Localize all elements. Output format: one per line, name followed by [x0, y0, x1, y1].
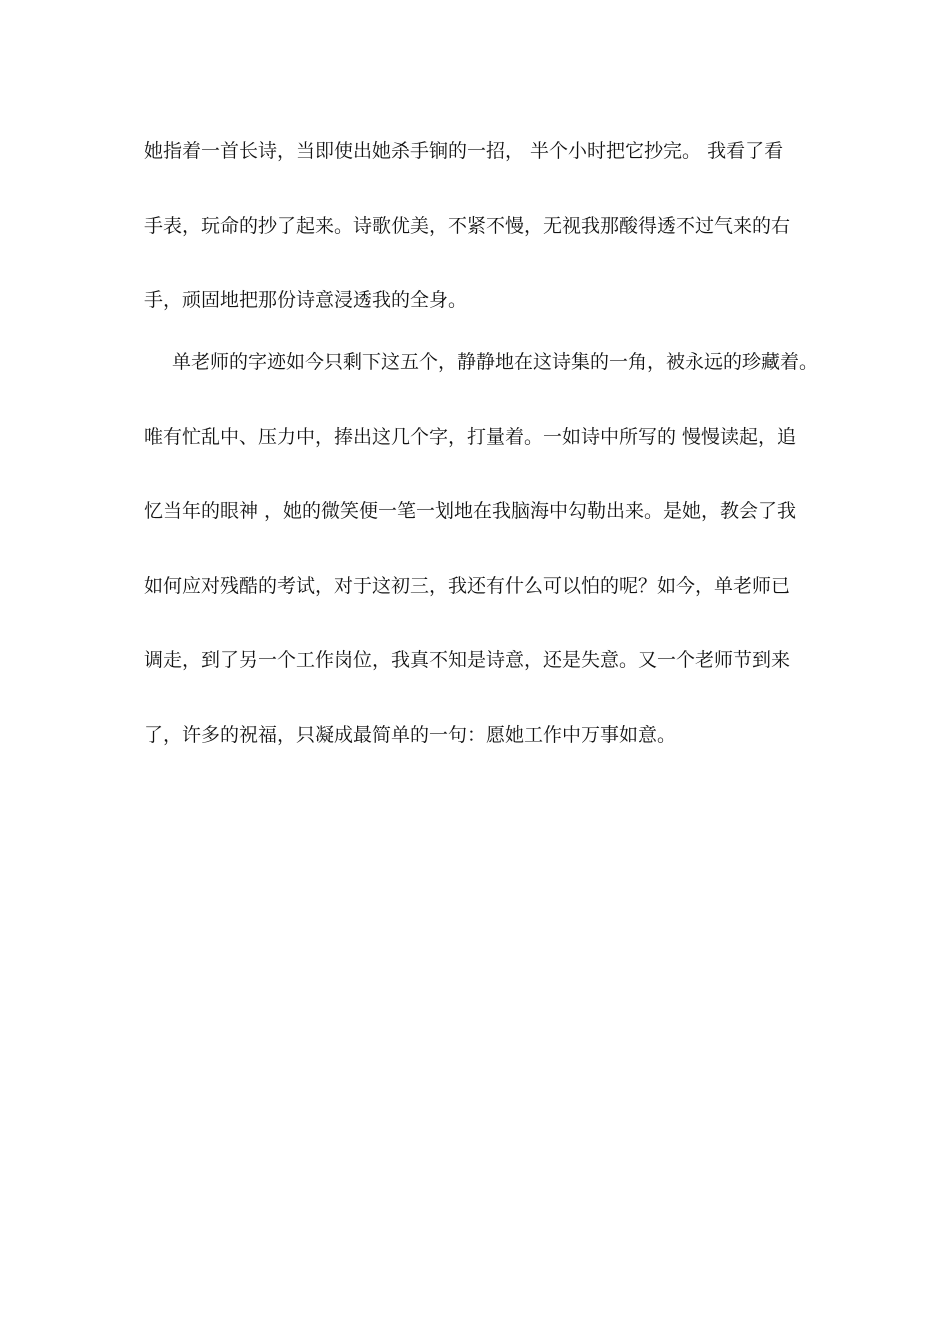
text-line-8: 调走，到了另一个工作岗位，我真不知是诗意，还是失意。又一个老师节到来 [144, 649, 791, 671]
text-line-9: 了，许多的祝福，只凝成最简单的一句：愿她工作中万事如意。 [144, 724, 677, 746]
text-line-1: 她指着一首长诗，当即使出她杀手锏的一招， 半个小时把它抄完。 我看了看 [144, 140, 784, 162]
text-line-7: 如何应对残酷的考试，对于这初三，我还有什么可以怕的呢？如今，单老师已 [144, 575, 791, 597]
text-line-3: 手，顽固地把那份诗意浸透我的全身。 [144, 289, 468, 311]
text-line-5: 唯有忙乱中、压力中，捧出这几个字，打量着。一如诗中所写的 慢慢读起，追 [144, 426, 797, 448]
text-line-6: 忆当年的眼神 ，她的微笑便一笔一划地在我脑海中勾勒出来。是她，教会了我 [144, 500, 797, 522]
text-line-4: 单老师的字迹如今只剩下这五个，静静地在这诗集的一角，被永远的珍藏着。 [172, 351, 819, 373]
text-line-2: 手表，玩命的抄了起来。诗歌优美，不紧不慢，无视我那酸得透不过气来的右 [144, 215, 791, 237]
